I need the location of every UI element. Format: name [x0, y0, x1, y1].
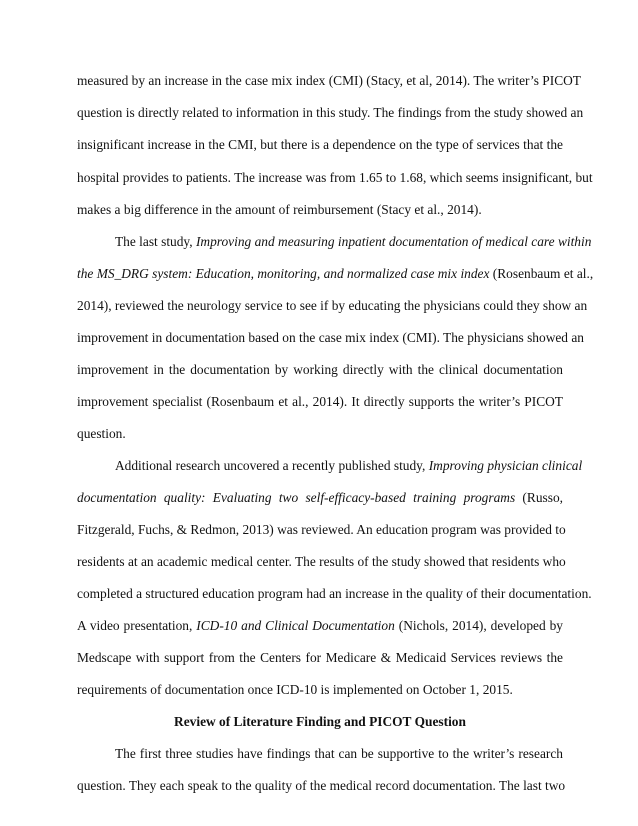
text-line-6: The last study, Improving and measuring inpatient documentation of medical care within — [115, 234, 592, 249]
text-line-18: A video presentation, ICD-10 and Clinical Documentation (Nichols, 2014), developed by — [77, 618, 564, 633]
text-line-3: insignificant increase in the CMI, but there is a dependence on the type of services that the — [77, 137, 563, 152]
text-line-13: Additional research uncovered a recently published study, Improving physician clinical — [115, 458, 583, 473]
text-line-2: question is directly related to information in this study. The findings from the study showed an — [77, 105, 584, 120]
text-line-1: measured by an increase in the case mix index (CMI) (Stacy, et al, 2014). The writer’s PICOT — [77, 73, 581, 88]
text-line-11: improvement specialist (Rosenbaum et al., 2014). It directly supports the writer’s PICOT — [77, 394, 563, 409]
text-line-20: requirements of documentation once ICD-10 is implemented on October 1, 2015. — [77, 682, 513, 697]
text-line-12: question. — [77, 426, 126, 441]
text-line-19: Medscape with support from the Centers for Medicare & Medicaid Services reviews the — [77, 650, 563, 665]
text-line-4: hospital provides to patients. The increase was from 1.65 to 1.68, which seems insignificant, but — [77, 170, 593, 185]
text-line-14: documentation quality: Evaluating two self-efficacy-based training programs (Russo, — [77, 490, 563, 505]
text-line-22: question. They each speak to the quality of the medical record documentation. The last two — [77, 778, 566, 793]
text-line-8: 2014), reviewed the neurology service to see if by educating the physicians could they show an — [77, 298, 588, 313]
text-line-10: improvement in the documentation by working directly with the clinical documentation — [77, 362, 563, 377]
text-line-15: Fitzgerald, Fuchs, & Redmon, 2013) was reviewed. An education program was provided to — [77, 522, 566, 537]
text-line-7: the MS_DRG system: Education, monitoring, and normalized case mix index (Rosenbaum et al., — [77, 266, 594, 281]
text-line-5: makes a big difference in the amount of reimbursement (Stacy et al., 2014). — [77, 202, 482, 217]
text-line-9: improvement in documentation based on the case mix index (CMI). The physicians showed an — [77, 330, 584, 345]
text-line-17: completed a structured education program had an increase in the quality of their documentation. — [77, 586, 592, 601]
text-line-21: The first three studies have findings that can be supportive to the writer’s research — [115, 746, 563, 761]
text-line-16: residents at an academic medical center. The results of the study showed that residents who — [77, 554, 566, 569]
section-heading: Review of Literature Finding and PICOT Question — [174, 714, 466, 729]
